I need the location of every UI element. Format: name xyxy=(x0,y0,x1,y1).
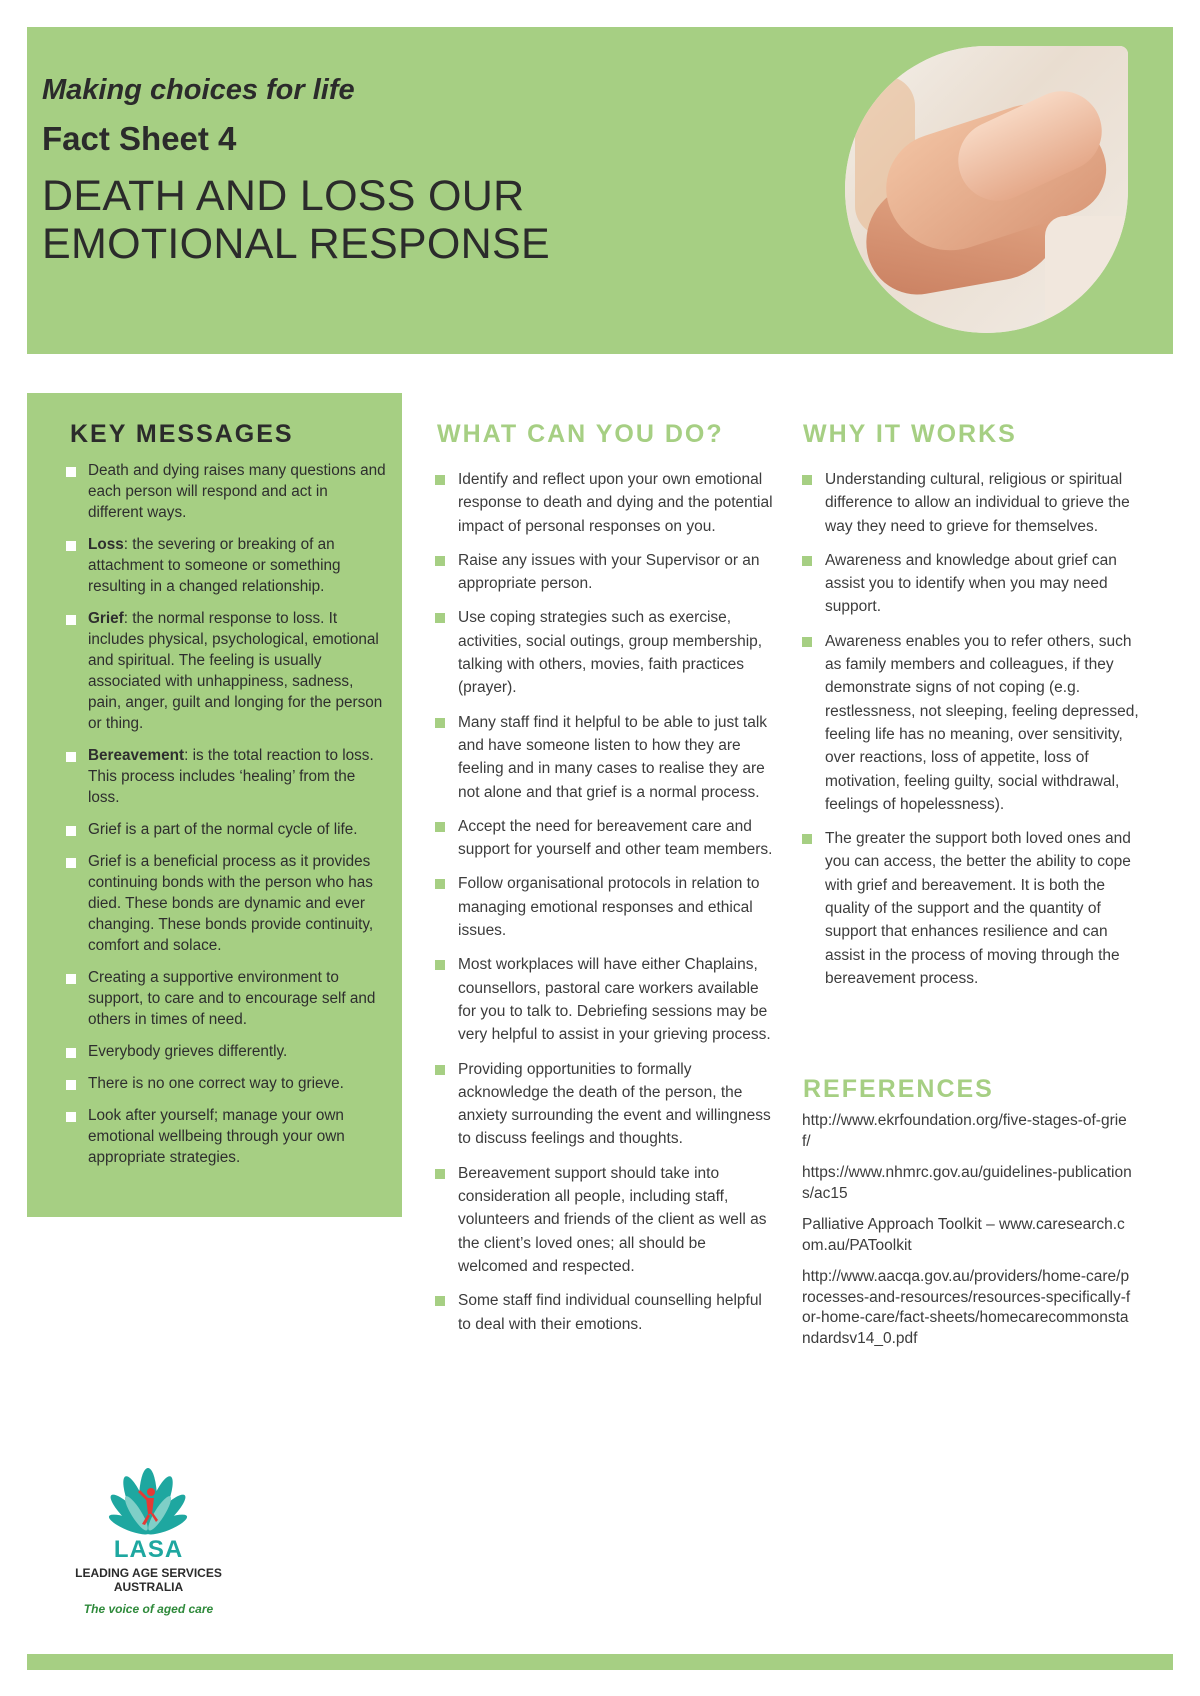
list-item: Loss: the severing or breaking of an attachment to someone or something resulting in a changed relationship. xyxy=(66,534,386,597)
list-item: Use coping strategies such as exercise, activities, social outings, group membership, talking with others, movies, faith practices (prayer). xyxy=(435,606,775,699)
lasa-logo xyxy=(66,1462,231,1627)
references-heading: REFERENCES xyxy=(803,1075,994,1103)
fact-sheet-number: Fact Sheet 4 xyxy=(42,120,237,157)
list-item: Providing opportunities to formally acknowledge the death of the person, the anxiety surrounding the event and willingness to discuss feelings and thoughts. xyxy=(435,1058,775,1151)
list-item: Most workplaces will have either Chaplains, counsellors, pastoral care workers available for you to talk to. Debriefing sessions may be very helpful to assist in your grieving process. xyxy=(435,953,775,1046)
list-item: Creating a supportive environment to support, to care and to encourage self and others in times of need. xyxy=(66,967,386,1030)
list-item: Accept the need for bereavement care and support for yourself and other team members. xyxy=(435,815,775,862)
reference-link[interactable]: https://www.nhmrc.gov.au/guidelines-publications/ac15 xyxy=(802,1164,1132,1202)
what-can-you-do-heading: WHAT CAN YOU DO? xyxy=(437,420,724,448)
reference-link[interactable]: Palliative Approach Toolkit – www.caresearch.com.au/PAToolkit xyxy=(802,1216,1125,1254)
page-title xyxy=(42,172,550,268)
series-subtitle: Making choices for life xyxy=(42,74,355,106)
references-list xyxy=(802,1111,1132,1360)
logo-name-line-2: AUSTRALIA xyxy=(113,1580,184,1594)
list-item: Everybody grieves differently. xyxy=(66,1041,386,1062)
what-can-you-do-list xyxy=(435,468,775,1347)
why-it-works-list xyxy=(802,468,1147,1001)
lotus-icon xyxy=(88,1462,208,1538)
why-it-works-heading: WHY IT WORKS xyxy=(803,420,1017,448)
title-line-1: DEATH AND LOSS OUR xyxy=(42,172,525,220)
list-item: Grief is a part of the normal cycle of life. xyxy=(66,819,386,840)
logo-name-line-1: LEADING AGE SERVICES xyxy=(75,1566,222,1580)
holding-hands-photo xyxy=(845,46,1128,333)
reference-link[interactable]: http://www.ekrfoundation.org/five-stages-of-grief/ xyxy=(802,1112,1127,1150)
list-item: Many staff find it helpful to be able to just talk and have someone listen to how they are feeling and in many cases to realise they are not alone and that grief is a normal process. xyxy=(435,711,775,804)
list-item: Death and dying raises many questions and each person will respond and act in different ways. xyxy=(66,460,386,523)
list-item: Some staff find individual counselling helpful to deal with their emotions. xyxy=(435,1289,775,1336)
list-item: Understanding cultural, religious or spiritual difference to allow an individual to grieve the way they need to grieve for themselves. xyxy=(802,468,1147,538)
list-item: The greater the support both loved ones and you can access, the better the ability to cope with grief and bereavement. It is both the quality of the support and the quantity of support that enhances resilience and can assist in the process of moving through the bereavement process. xyxy=(802,827,1147,990)
list-item: Identify and reflect upon your own emotional response to death and dying and the potential impact of personal responses on you. xyxy=(435,468,775,538)
reference-link[interactable]: http://www.aacqa.gov.au/providers/home-care/processes-and-resources/resources-specifically-for-home-care/fact-sheets/homecarecommonstandardsv14_0.pdf xyxy=(802,1268,1131,1347)
logo-acronym: LASA xyxy=(113,1536,184,1563)
list-item: Awareness enables you to refer others, such as family members and colleagues, if they demonstrate signs of not coping (e.g. restlessness, not sleeping, feeling depressed, feeling life has no meaning, over sensitivity, over reactions, loss of appetite, loss of motivation, feeling guilty, social withdrawal, feelings of hopelessness). xyxy=(802,630,1147,816)
list-item: Bereavement: is the total reaction to loss. This process includes ‘healing’ from the loss. xyxy=(66,745,386,808)
list-item: There is no one correct way to grieve. xyxy=(66,1073,386,1094)
list-item: Grief: the normal response to loss. It includes physical, psychological, emotional and spiritual. The feeling is usually associated with unhappiness, sadness, pain, anger, guilt and longing for the person or thing. xyxy=(66,608,386,734)
list-item: Grief is a beneficial process as it provides continuing bonds with the person who has died. These bonds are dynamic and ever changing. These bonds provide continuity, comfort and solace. xyxy=(66,851,386,956)
title-line-2: EMOTIONAL RESPONSE xyxy=(42,220,550,268)
logo-tagline: The voice of aged care xyxy=(83,1602,214,1616)
list-item: Follow organisational protocols in relation to managing emotional responses and ethical issues. xyxy=(435,872,775,942)
footer-bar xyxy=(27,1654,1173,1670)
list-item: Look after yourself; manage your own emotional wellbeing through your own appropriate strategies. xyxy=(66,1105,386,1168)
list-item: Bereavement support should take into consideration all people, including staff, volunteers and friends of the client as well as the client’s loved ones; all should be welcomed and respected. xyxy=(435,1162,775,1278)
list-item: Awareness and knowledge about grief can assist you to identify when you may need support. xyxy=(802,549,1147,619)
list-item: Raise any issues with your Supervisor or an appropriate person. xyxy=(435,549,775,596)
key-messages-heading: KEY MESSAGES xyxy=(70,420,294,448)
key-messages-list xyxy=(66,460,386,1179)
